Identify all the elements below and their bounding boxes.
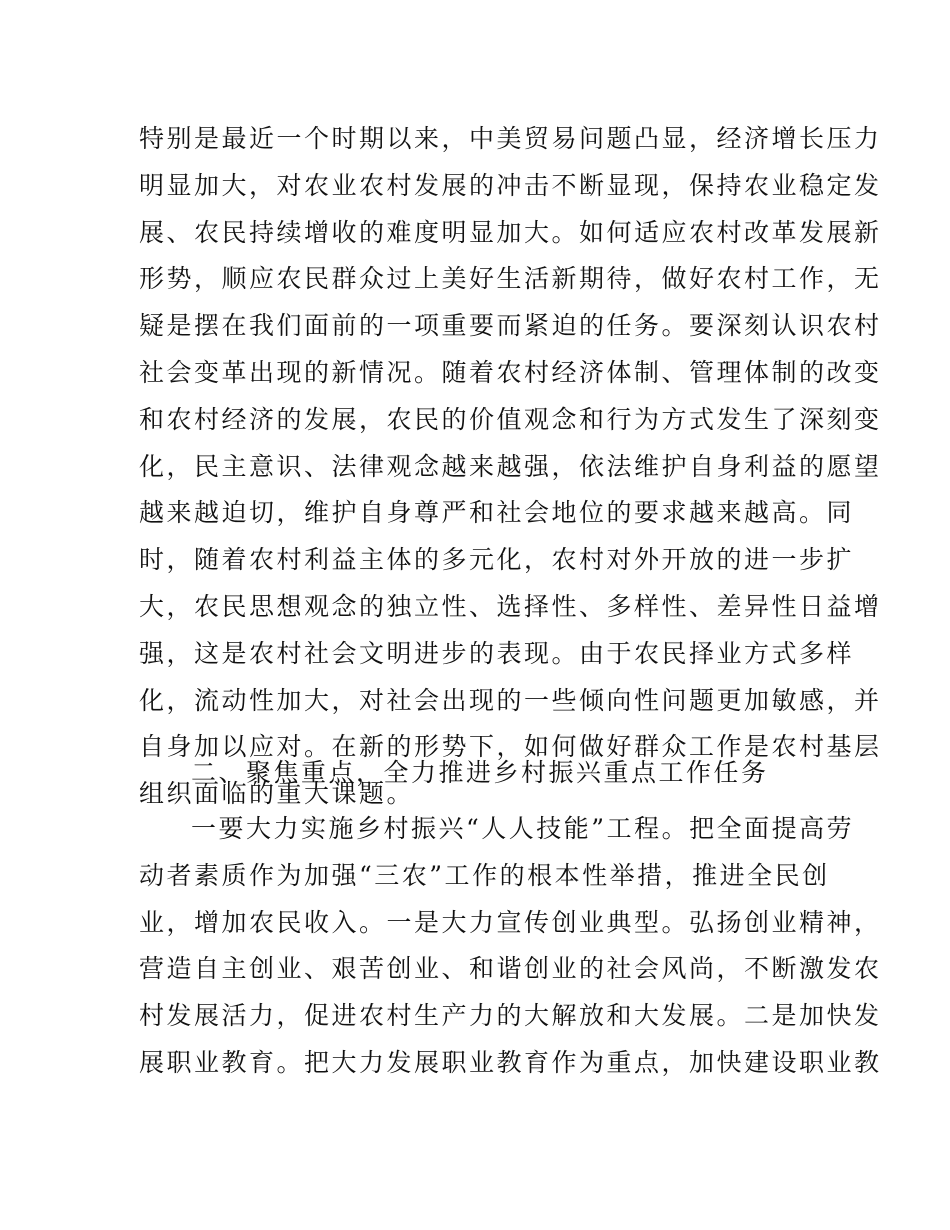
paragraph-line: 展、农民持续增收的难度明显加大。如何适应农村改革发展新 <box>139 217 882 247</box>
paragraph-line: 业，增加农民收入。一是大力宣传创业典型。弘扬创业精神， <box>139 907 882 937</box>
paragraph-line: 疑是摆在我们面前的一项重要而紧迫的任务。要深刻认识农村 <box>139 311 882 341</box>
paragraph-line: 自身加以应对。在新的形势下，如何做好群众工作是农村基层 <box>139 732 882 762</box>
paragraph-2 <box>139 806 882 1087</box>
section-heading <box>139 750 819 797</box>
paragraph-line: 越来越迫切，维护自身尊严和社会地位的要求越来越高。同 <box>139 498 855 528</box>
paragraph-line: 化，流动性加大，对社会出现的一些倾向性问题更加敏感，并 <box>139 685 882 715</box>
paragraph-line: 展职业教育。把大力发展职业教育作为重点，加快建设职业教 <box>139 1047 882 1077</box>
paragraph-line: 村发展活力，促进农村生产力的大解放和大发展。二是加快发 <box>139 1001 882 1031</box>
paragraph-line: 形势，顺应农民群众过上美好生活新期待，做好农村工作，无 <box>139 264 882 294</box>
paragraph-line: 和农村经济的发展，农民的价值观念和行为方式发生了深刻变 <box>139 404 882 434</box>
paragraph-line: 化，民主意识、法律观念越来越强，依法维护自身利益的愿望 <box>139 451 882 481</box>
paragraph-line: 大，农民思想观念的独立性、选择性、多样性、差异性日益增 <box>139 591 882 621</box>
section-heading-text: 二、聚焦重点，全力推进乡村振兴重点工作任务 <box>191 758 769 787</box>
paragraph-1 <box>139 116 882 818</box>
paragraph-line: 动者素质作为加强“三农”工作的根本性举措，推进全民创 <box>139 860 830 890</box>
paragraph-line: 营造自主创业、艰苦创业、和谐创业的社会风尚，不断激发农 <box>139 954 882 984</box>
paragraph-line: 组织面临的重大课题。 <box>139 779 415 809</box>
paragraph-line: 一要大力实施乡村振兴“人人技能”工程。把全面提高劳 <box>191 814 855 843</box>
paragraph-line: 时，随着农村利益主体的多元化，农村对外开放的进一步扩 <box>139 545 855 575</box>
paragraph-line: 社会变革出现的新情况。随着农村经济体制、管理体制的改变 <box>139 357 882 387</box>
paragraph-line: 明显加大，对农业农村发展的冲击不断显现，保持农业稳定发 <box>139 170 882 200</box>
paragraph-line: 强，这是农村社会文明进步的表现。由于农民择业方式多样 <box>139 638 855 668</box>
paragraph-line: 特别是最近一个时期以来，中美贸易问题凸显，经济增长压力 <box>139 124 882 153</box>
